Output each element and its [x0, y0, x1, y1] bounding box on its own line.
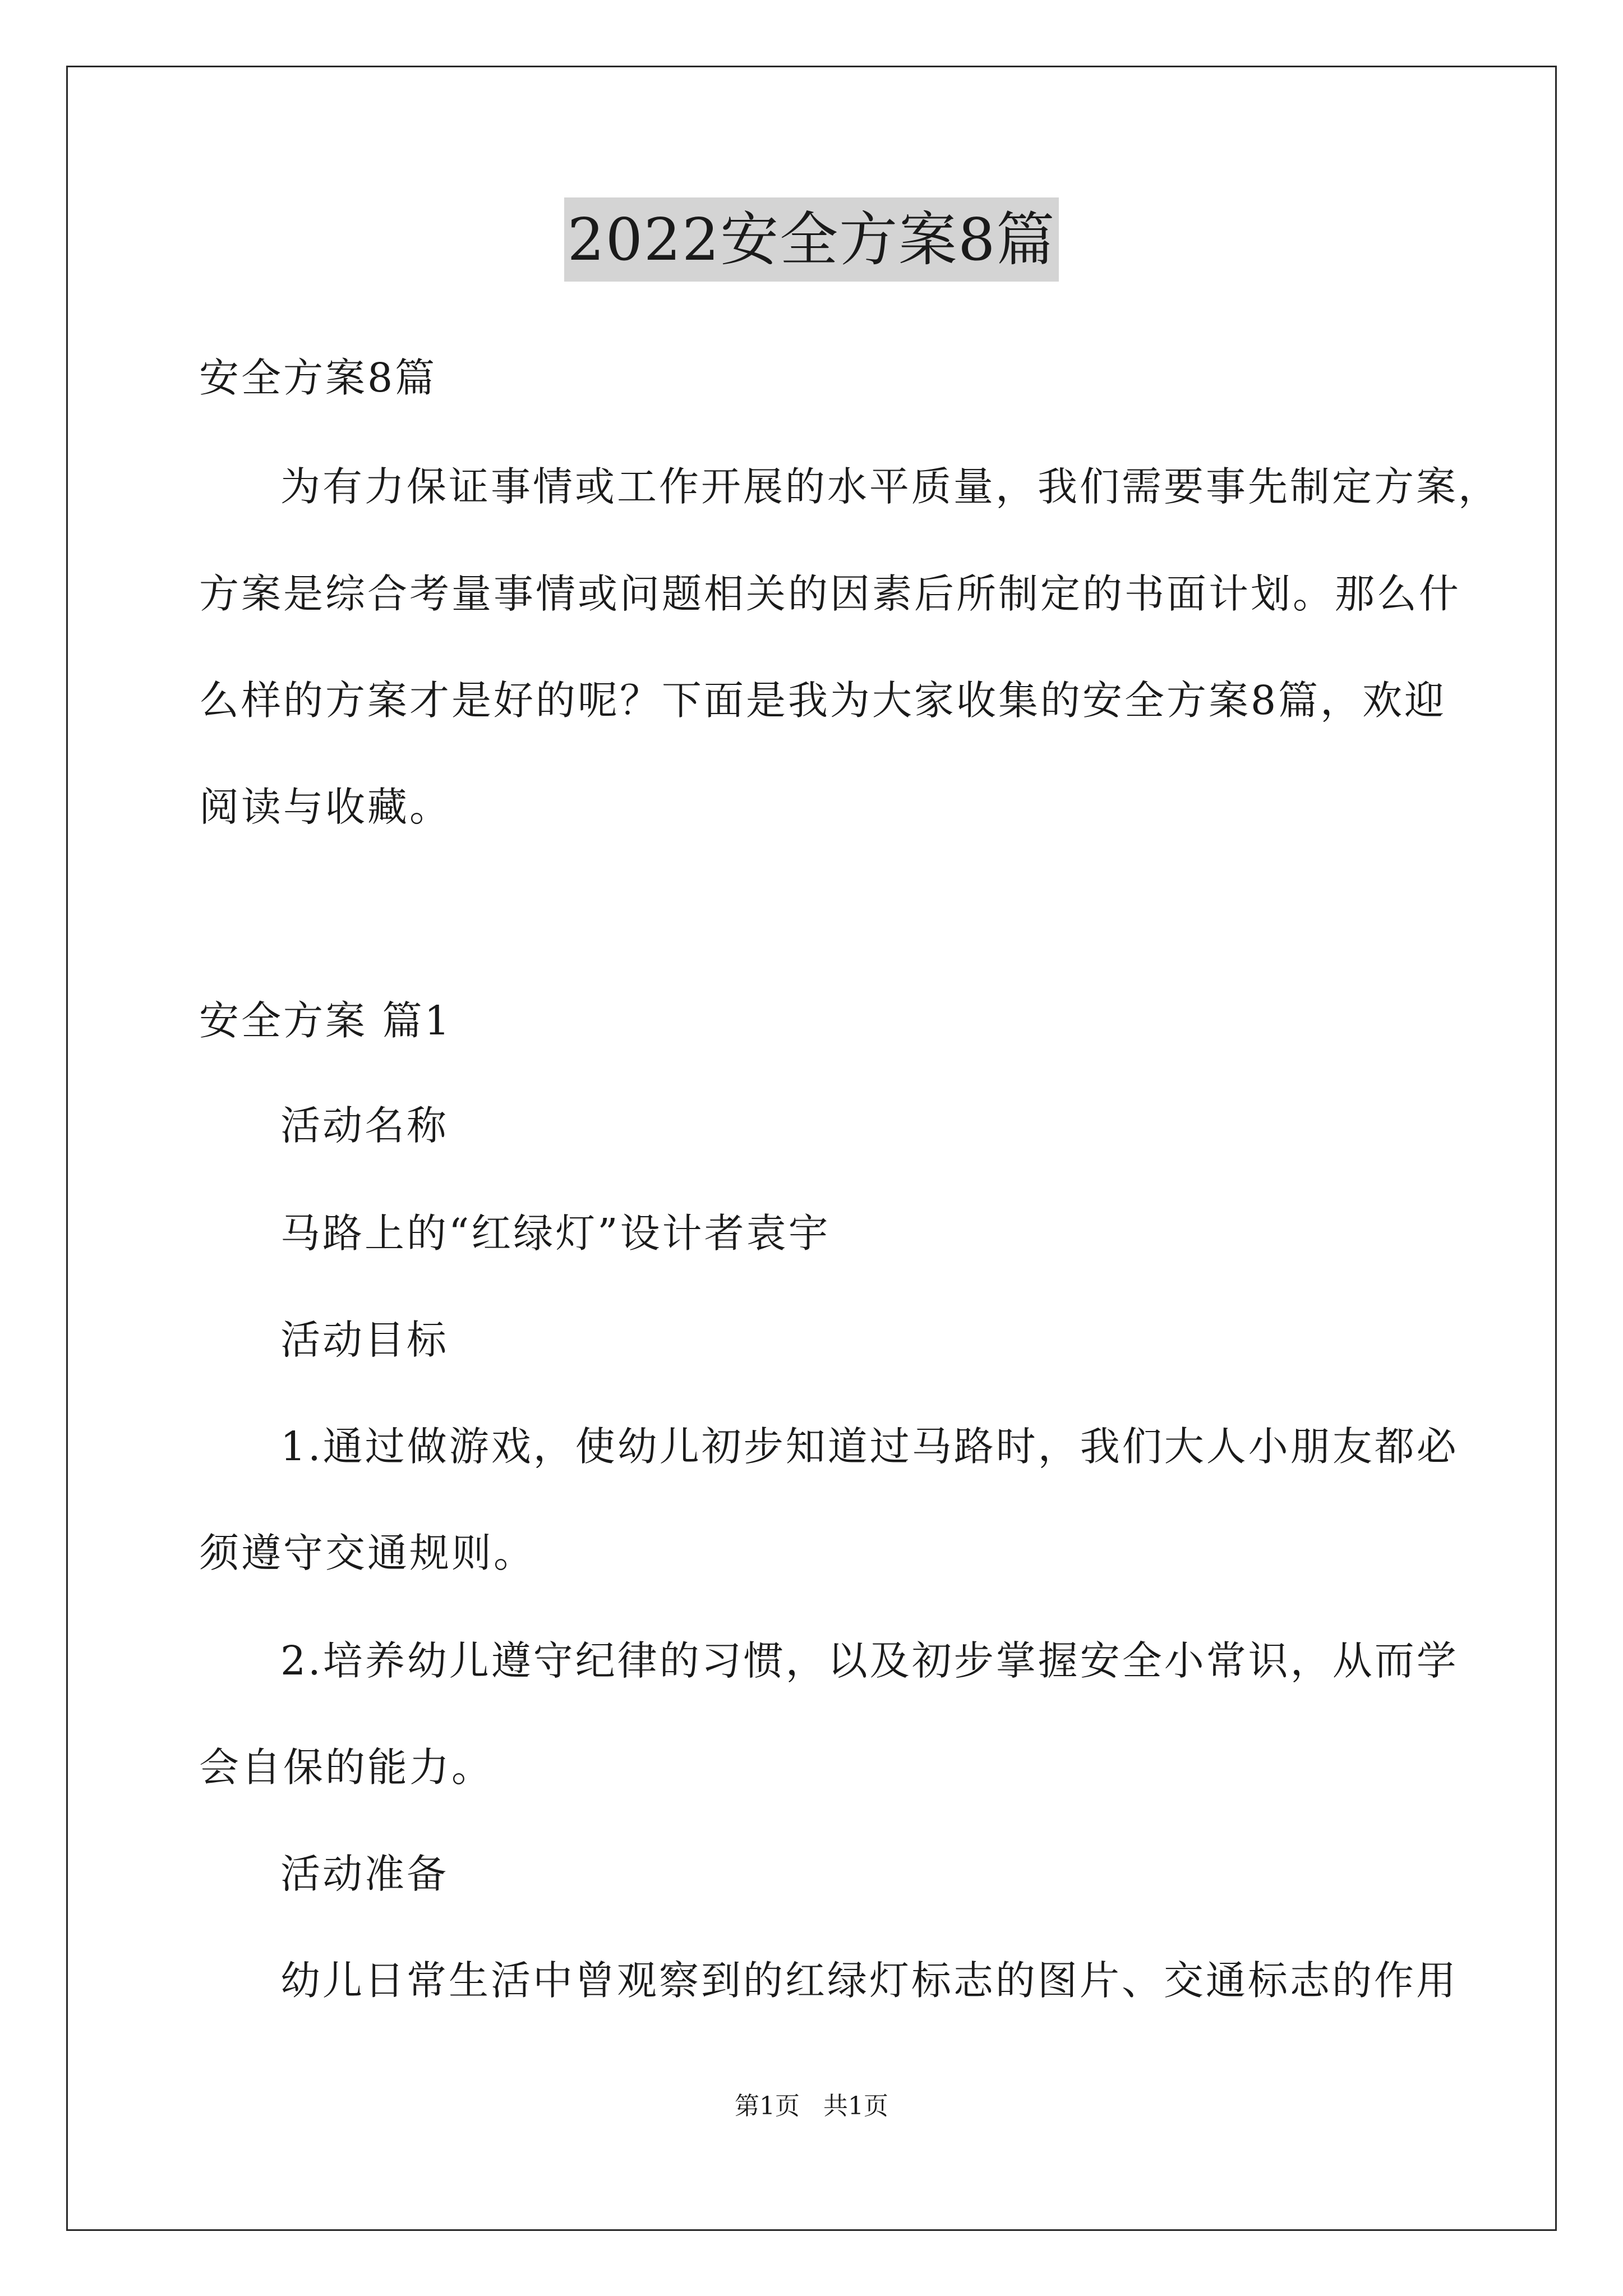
goal-line: 1.通过做游戏，使幼儿初步知道过马路时，我们大人小朋友都必: [280, 1423, 1459, 1470]
goal-line: 2.培养幼儿遵守纪律的习惯，以及初步掌握安全小常识，从而学: [280, 1637, 1459, 1684]
prep-text: 幼儿日常生活中曾观察到的红绿灯标志的图片、交通标志的作用: [280, 1957, 1459, 2004]
intro-line: 阅读与收藏。: [199, 784, 452, 830]
title-area: [0, 197, 1623, 282]
page-footer: 第1页 共1页: [735, 2092, 888, 2120]
goal-line: 会自保的能力。: [199, 1744, 494, 1791]
intro-line: 么样的方案才是好的呢？下面是我为大家收集的安全方案8篇，欢迎: [199, 677, 1447, 724]
document-title: 2022安全方案8篇: [564, 197, 1059, 282]
intro-line: 为有力保证事情或工作开展的水平质量，我们需要事先制定方案，: [280, 463, 1501, 510]
goal-label: 活动目标: [280, 1317, 449, 1363]
prep-label: 活动准备: [280, 1851, 449, 1897]
subtitle: 安全方案8篇: [199, 355, 437, 401]
activity-name-label: 活动名称: [280, 1102, 449, 1149]
section-heading: 安全方案 篇1: [199, 997, 452, 1044]
intro-line: 方案是综合考量事情或问题相关的因素后所制定的书面计划。那么什: [199, 570, 1461, 617]
goal-line: 须遵守交通规则。: [199, 1530, 536, 1576]
activity-name: 马路上的“红绿灯”设计者袁宇: [280, 1210, 831, 1257]
